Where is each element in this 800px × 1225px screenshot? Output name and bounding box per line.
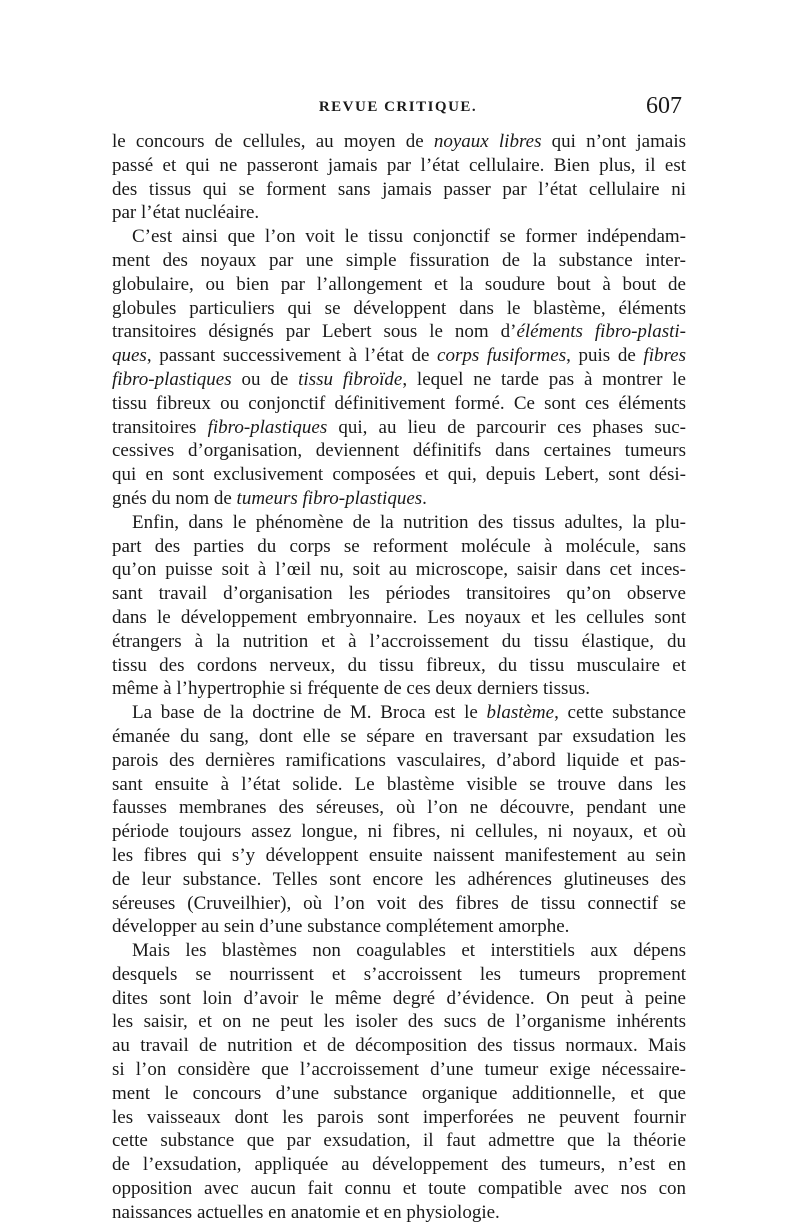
text-line (112, 1082, 686, 1106)
text-segment: étrangers à la nutrition et à l’accroissement du tissu élastique, du (112, 630, 686, 652)
text-line (112, 1201, 686, 1225)
text-segment: qui en sont exclusivement composées et qui, depuis Lebert, sont dési- (112, 464, 686, 486)
text-line (112, 725, 686, 749)
text-segment: gnés du nom de (112, 487, 237, 509)
text-line (112, 463, 686, 487)
italic-term: tumeurs fibro-plastiques (236, 487, 423, 509)
page-number: 607 (646, 93, 682, 119)
text-segment: ou de (231, 368, 299, 390)
text-line (112, 915, 686, 939)
text-line (112, 130, 686, 154)
text-line (112, 654, 686, 678)
text-segment: ment le concours d’une substance organique additionnelle, et que (112, 1082, 686, 1104)
text-segment: fausses membranes des séreuses, où l’on ne découvre, pendant une (112, 797, 686, 819)
text-segment: , cette substance (554, 702, 686, 724)
text-segment: , lequel ne tarde pas à montrer le (402, 368, 686, 390)
running-title: REVUE CRITIQUE. (318, 99, 478, 115)
text-line (112, 320, 686, 344)
text-line (112, 368, 686, 392)
text-line (112, 439, 686, 463)
text-segment: . (422, 487, 427, 509)
text-segment: les vaisseaux dont les parois sont imperforées ne peuvent fournir (112, 1106, 686, 1128)
italic-term: noyaux libres (433, 131, 542, 152)
text-segment: cette substance que par exsudation, il faut admettre que la théorie (112, 1130, 686, 1152)
text-segment: Mais les blastèmes non coagulables et interstitiels aux dépens (132, 940, 686, 962)
text-segment: qui, au lieu de parcourir ces phases suc- (327, 416, 686, 438)
text-line (112, 558, 686, 582)
text-segment: globules particuliers qui se développent dans le blastème, éléments (112, 297, 686, 319)
text-segment: parois des dernières ramifications vasculaires, d’abord liquide et pas- (112, 749, 686, 771)
text-line (112, 701, 686, 725)
text-line (112, 1034, 686, 1058)
text-line (112, 1106, 686, 1130)
body-text (112, 130, 686, 1225)
text-line (112, 963, 686, 987)
text-line (112, 249, 686, 273)
text-line (112, 487, 686, 511)
text-line (112, 273, 686, 297)
text-segment: de l’exsudation, appliquée au développement des tumeurs, n’est en (112, 1154, 686, 1176)
text-segment: tissu fibreux ou conjonctif définitivement formé. Ce sont ces éléments (112, 392, 686, 414)
text-segment: opposition avec aucun fait connu et toute compatible avec nos con (112, 1178, 686, 1200)
text-segment: séreuses (Cruveilhier), où l’on voit des fibres de tissu connectif se (112, 892, 686, 914)
text-line (112, 773, 686, 797)
text-segment: Enfin, dans le phénomène de la nutrition des tissus adultes, la plu- (132, 511, 686, 533)
text-line (112, 1153, 686, 1177)
running-head (112, 95, 684, 121)
text-line (112, 844, 686, 868)
italic-term: ques (112, 345, 147, 367)
text-segment: sant travail d’organisation les périodes transitoires qu’on observe (112, 583, 686, 605)
italic-term: éléments fibro-plasti- (516, 321, 686, 343)
text-segment: qu’on puisse soit à l’œil nu, soit au microscope, saisir dans cet inces- (112, 559, 686, 581)
text-segment: sant ensuite à l’état solide. Le blastème visible se trouve dans les (112, 773, 686, 795)
text-segment: naissances actuelles en anatomie et en physiologie. (112, 1201, 500, 1223)
text-segment: desquels se nourrissent et s’accroissent les tumeurs proprement (112, 963, 686, 985)
text-segment: des tissus qui se forment sans jamais passer par l’état cellulaire ni (112, 178, 686, 200)
italic-term: fibro-plastiques (207, 416, 328, 438)
text-line (112, 154, 686, 178)
italic-term: blastème (486, 702, 555, 724)
text-segment: globulaire, ou bien par l’allongement et la soudure bout à bout de (112, 273, 686, 295)
text-line (112, 796, 686, 820)
italic-term: corps fusiformes (437, 345, 567, 367)
italic-term: fibres (643, 345, 686, 367)
text-line (112, 820, 686, 844)
text-line (112, 892, 686, 916)
text-line (112, 392, 686, 416)
text-segment: transitoires désignés par Lebert sous le nom d’ (112, 321, 517, 343)
text-segment: passé et qui ne passeront jamais par l’état cellulaire. Bien plus, il est (112, 154, 686, 176)
italic-term: fibro-plastiques (112, 368, 232, 390)
text-segment: développer au sein d’une substance complétement amorphe. (112, 916, 570, 938)
text-line (112, 868, 686, 892)
text-line (112, 535, 686, 559)
text-line (112, 677, 686, 701)
text-segment: qui n’ont jamais (541, 131, 686, 152)
text-segment: La base de la doctrine de M. Broca est le (132, 702, 487, 724)
text-line (112, 1129, 686, 1153)
text-line (112, 939, 686, 963)
text-line (112, 1177, 686, 1201)
text-line (112, 416, 686, 440)
italic-term: tissu fibroïde (298, 368, 403, 390)
text-segment: même à l’hypertrophie si fréquente de ces deux derniers tissus. (112, 678, 591, 700)
text-line (112, 297, 686, 321)
text-segment: les fibres qui s’y développent ensuite naissent manifestement au sein (112, 844, 686, 866)
text-segment: les saisir, et on ne peut les isoler des sucs de l’organisme inhérents (112, 1011, 686, 1033)
text-segment: ment des noyaux par une simple fissuration de la substance inter- (112, 249, 686, 271)
text-segment: C’est ainsi que l’on voit le tissu conjonctif se former indépendam- (132, 226, 686, 248)
text-segment: période toujours assez longue, ni fibres, ni cellules, ni noyaux, et où (112, 821, 686, 843)
text-line (112, 606, 686, 630)
text-line (112, 749, 686, 773)
text-segment: dans le développement embryonnaire. Les noyaux et les cellules sont (112, 606, 686, 628)
text-line (112, 1010, 686, 1034)
text-segment: dites sont loin d’avoir le même degré d’évidence. On peut à peine (112, 987, 686, 1009)
text-segment: par l’état nucléaire. (112, 202, 260, 224)
text-segment: le concours de cellules, au moyen de (112, 131, 434, 152)
text-line (112, 630, 686, 654)
text-line (112, 344, 686, 368)
text-segment: au travail de nutrition et de décomposition des tissus normaux. Mais (112, 1035, 686, 1057)
text-line (112, 201, 686, 225)
text-segment: tissu des cordons nerveux, du tissu fibreux, du tissu musculaire et (112, 654, 686, 676)
text-line (112, 987, 686, 1011)
text-segment: cessives d’organisation, deviennent définitifs dans certaines tumeurs (112, 440, 686, 462)
text-segment: transitoires (112, 416, 208, 438)
text-line (112, 1058, 686, 1082)
text-segment: si l’on considère que l’accroissement d’une tumeur exige nécessaire- (112, 1059, 686, 1081)
text-segment: part des parties du corps se reforment molécule à molécule, sans (112, 535, 686, 557)
text-segment: émanée du sang, dont elle se sépare en traversant par exsudation les (112, 725, 686, 747)
text-line (112, 225, 686, 249)
text-line (112, 178, 686, 202)
text-segment: , passant successivement à l’état de (146, 345, 438, 367)
text-segment: de leur substance. Telles sont encore les adhérences glutineuses des (112, 868, 686, 890)
text-line (112, 511, 686, 535)
text-segment: , puis de (566, 345, 644, 367)
text-line (112, 582, 686, 606)
